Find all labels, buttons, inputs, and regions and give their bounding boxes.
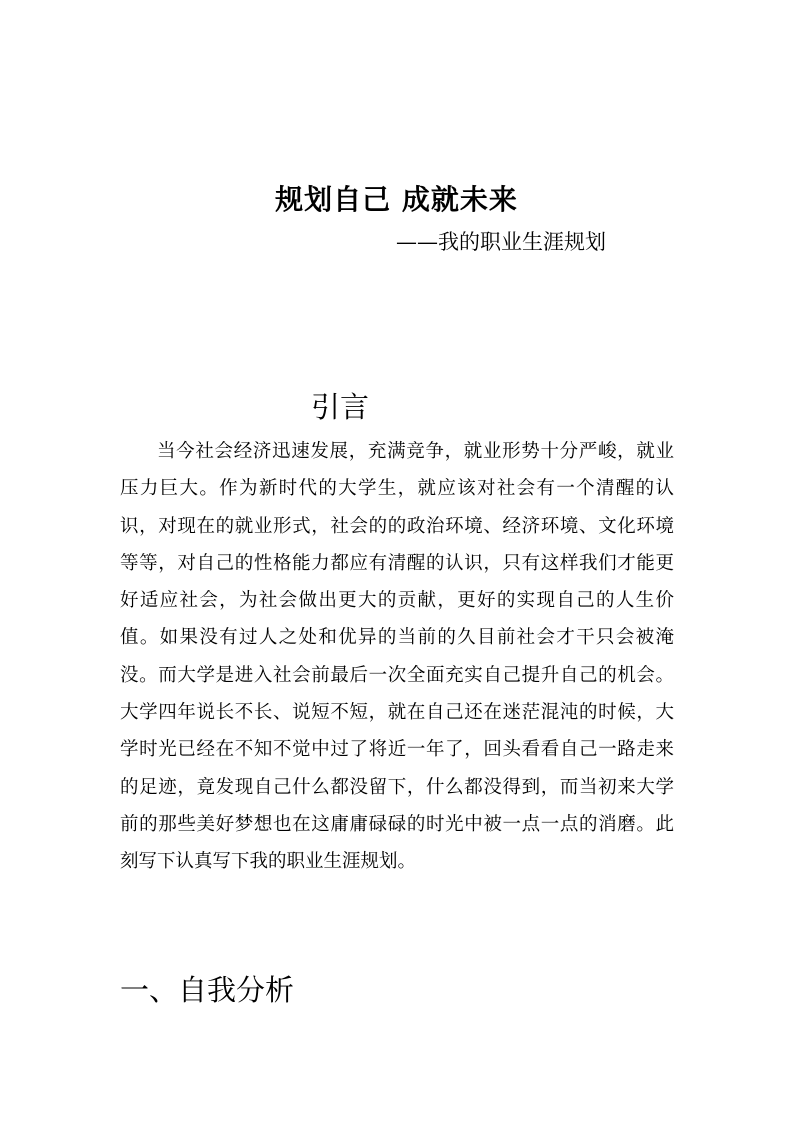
document-subtitle: ——我的职业生涯规划 bbox=[396, 230, 606, 254]
intro-paragraph: 当今社会经济迅速发展，充满竞争，就业形势十分严峻，就业压力巨大。作为新时代的大学生，就应该对社会有一个清醒的认识，对现在的就业形式，社会的的政治环境、经济环境、文化环境等等，对自己的性格能力都应有清醒的认识，只有这样我们才能更好适应社会，为社会做出更大的贡献，更好的实现自己的人生价值。如果没有过人之处和优异的当前的久目前社会才干只会被淹没。而大学是进入社会前最后一次全面充实自己提升自己的机会。大学四年说长不长、说短不短，就在自己还在迷茫混沌的时候，大学时光已经在不知不觉中过了将近一年了，回头看看自己一路走来的足迹，竟发现自己什么都没留下，什么都没得到，而当初来大学前的那些美好梦想也在这庸庸碌碌的时光中被一点一点的消磨。此刻写下认真写下我的职业生涯规划。 bbox=[120, 441, 674, 873]
intro-heading: 引言 bbox=[311, 390, 370, 424]
document-title: 规划自己 成就未来 bbox=[275, 183, 518, 216]
section-one-heading: 一、自我分析 bbox=[120, 973, 295, 1007]
